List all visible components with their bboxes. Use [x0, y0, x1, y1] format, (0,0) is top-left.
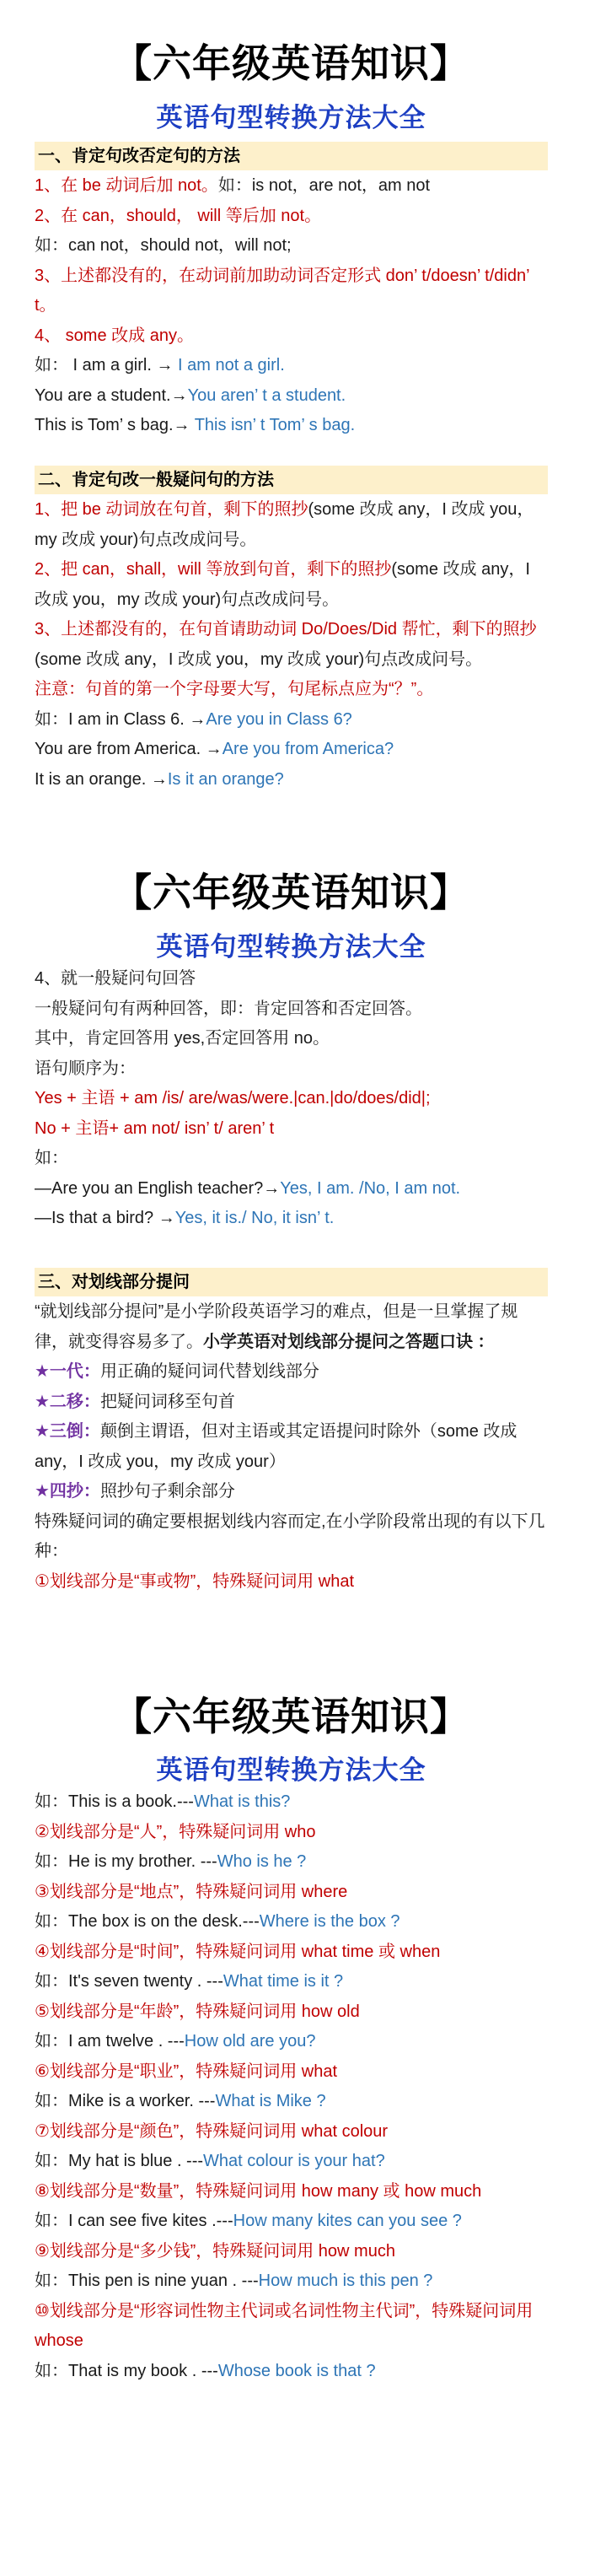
text-segment: Is it an orange?	[167, 769, 284, 789]
text-segment: 如：The box is on the desk.---	[35, 1912, 260, 1931]
text-line	[35, 1114, 548, 1145]
text-line	[35, 1847, 548, 1878]
text-line	[35, 2237, 548, 2267]
text-line	[35, 1907, 548, 1937]
text-segment: It is an orange. →	[35, 769, 168, 789]
text-segment: ⑤划线部分是“年龄”，特殊疑问词用 how old	[35, 2002, 360, 2021]
text-segment: 颠倒主谓语，但对主语或其定语提问时除外（some 改成 any，I 改成 you，my 改成 your）	[35, 1422, 518, 1471]
text-segment: 如：My hat is blue . ---	[35, 2152, 204, 2170]
text-line	[35, 1054, 548, 1085]
text-segment: 用正确的疑问词代替划线部分	[99, 1362, 319, 1381]
text-segment: This isn’ t Tom’ s bag.	[194, 416, 356, 434]
text-segment: Where is the box ?	[259, 1912, 400, 1931]
text-line	[35, 1024, 548, 1054]
text-segment: 3、上述都没有的，在句首请助动词 Do/Does/Did 帮忙，剩下的照抄	[35, 620, 537, 639]
text-line	[35, 1297, 548, 1357]
text-line	[35, 615, 548, 675]
text-line	[35, 171, 548, 202]
text-line	[35, 765, 548, 795]
document-page	[35, 867, 548, 1597]
text-segment: 如：That is my book . ---	[35, 2361, 218, 2380]
text-segment: Are you in Class 6?	[206, 709, 352, 729]
paragraph-list	[35, 171, 548, 441]
text-segment: ②划线部分是“人”，特殊疑问词用 who	[35, 1822, 316, 1841]
text-line	[35, 1997, 548, 2028]
text-segment: (some 改成 any，I 改成 you，my 改成 your)句点改成问号。	[35, 560, 530, 609]
text-segment: 如：can not，should not，will not;	[35, 236, 292, 255]
text-segment: Yes + 主语 + am /is/ are/was/were.|can.|do/does/did|;	[35, 1089, 431, 1107]
text-segment: ★一代：	[35, 1362, 100, 1381]
text-segment: What time is it ?	[223, 1972, 344, 1991]
text-segment: No + 主语+ am not/ isn’ t/ aren’ t	[35, 1118, 275, 1138]
text-line	[35, 1818, 548, 1848]
text-line	[35, 1507, 548, 1567]
text-segment: ⑧划线部分是“数量”，特殊疑问词用 how many 或 how much	[35, 2181, 482, 2201]
document-page	[35, 38, 548, 795]
text-line	[35, 1937, 548, 1968]
text-segment: Who is he ?	[217, 1852, 307, 1871]
section-heading: 一、肯定句改否定句的方法	[35, 142, 548, 170]
content-section	[35, 964, 548, 1234]
text-line	[35, 2057, 548, 2088]
paragraph-list	[35, 964, 548, 1234]
text-segment: You aren’ t a student.	[187, 385, 346, 405]
text-segment: 如：This is a book.---	[35, 1792, 194, 1811]
text-segment: 如：	[35, 1149, 68, 1167]
text-segment: 1、把 be 动词放在句首，剩下的照抄	[35, 500, 308, 519]
text-line	[35, 1388, 548, 1418]
text-line	[35, 675, 548, 705]
text-segment: Yes, I am. /No, I am not.	[280, 1178, 461, 1198]
text-segment: 如：Mike is a worker. ---	[35, 2092, 216, 2110]
text-line	[35, 555, 548, 615]
text-segment: 如：This pen is nine yuan . ---	[35, 2272, 259, 2290]
text-segment: —Is that a bird? →	[35, 1209, 175, 1227]
text-segment: How much is this pen ?	[258, 2272, 433, 2290]
text-segment: ①划线部分是“事或物”，特殊疑问词用 what	[35, 1571, 355, 1591]
text-segment: 2、把 can，shall，will 等放到句首，剩下的照抄	[35, 560, 392, 579]
text-segment: What is Mike ?	[215, 2092, 326, 2110]
paragraph-list	[35, 495, 548, 795]
text-line	[35, 351, 548, 381]
page-subtitle: 英语句型转换方法大全	[156, 932, 426, 962]
section-heading: 三、对划线部分提问	[35, 1268, 548, 1296]
text-segment: 3、上述都没有的，在动词前加助动词否定形式 don’ t/doesn’ t/didn’ t。	[35, 266, 529, 315]
text-segment: (some 改成 any，I 改成 you，my 改成 your)句点改成问号。	[35, 649, 483, 669]
text-segment: 注意：句首的第一个字母要大写，句尾标点应为“？”。	[35, 680, 434, 698]
text-line	[35, 2266, 548, 2297]
text-segment: 小学英语对划线部分提问之答题口诀 ：	[203, 1332, 495, 1351]
text-segment: 一般疑问句有两种回答，即：肯定回答和否定回答。	[35, 999, 422, 1018]
text-segment: Yes, it is./ No, it isn’ t.	[174, 1209, 335, 1227]
text-line	[35, 2087, 548, 2117]
text-segment: 4、就一般疑问句回答	[35, 969, 196, 988]
text-segment: ⑦划线部分是“颜色”，特殊疑问词用 what colour	[35, 2121, 389, 2141]
page-subtitle: 英语句型转换方法大全	[156, 1755, 426, 1786]
text-line	[35, 411, 548, 441]
text-line	[35, 202, 548, 232]
text-line	[35, 1417, 548, 1477]
text-line	[35, 964, 548, 994]
text-line	[35, 381, 548, 412]
text-segment: (some 改成 any，I 改成 you，my 改成 your)句点改成问号。	[35, 500, 534, 549]
text-line	[35, 1144, 548, 1174]
page-subtitle: 英语句型转换方法大全	[156, 103, 426, 133]
text-segment: ⑥划线部分是“职业”，特殊疑问词用 what	[35, 2061, 338, 2081]
text-line	[35, 231, 548, 261]
text-segment: 特殊疑问词的确定要根据划线内容而定,在小学阶段常出现的有以下几种：	[35, 1512, 545, 1560]
text-segment: 1、在 be 动词后加 not。	[35, 176, 218, 195]
text-line	[35, 2297, 548, 2357]
text-segment: This is Tom’ s bag.→	[35, 416, 195, 434]
text-line	[35, 2117, 548, 2148]
text-line	[35, 1967, 548, 1997]
text-segment: How old are you?	[184, 2032, 316, 2051]
text-segment: How many kites can you see ?	[233, 2212, 462, 2230]
text-line	[35, 495, 548, 555]
text-segment: 语句顺序为：	[35, 1059, 136, 1078]
text-segment: Whose book is that ?	[217, 2361, 376, 2380]
text-segment: ⑨划线部分是“多少钱”，特殊疑问词用 how much	[35, 2241, 395, 2261]
text-segment: 如：I am twelve . ---	[35, 2032, 185, 2051]
text-line	[35, 1567, 548, 1598]
content-section	[35, 142, 548, 441]
text-segment: —Are you an English teacher?→	[35, 1178, 281, 1198]
text-segment: 2、在 can，should， will 等后加 not。	[35, 206, 322, 225]
text-line	[35, 1787, 548, 1818]
paragraph-list	[35, 1787, 548, 2386]
text-segment: ★二移：	[35, 1392, 100, 1411]
text-line	[35, 2147, 548, 2177]
text-segment: Are you from America?	[222, 740, 394, 758]
content-section	[35, 466, 548, 795]
text-line	[35, 1174, 548, 1204]
text-segment: ③划线部分是“地点”，特殊疑问词用 where	[35, 1882, 348, 1901]
text-line	[35, 2027, 548, 2057]
text-segment: 4、 some 改成 any。	[35, 326, 194, 345]
content-section	[35, 1268, 548, 1597]
content-section	[35, 1787, 548, 2386]
text-segment: ★四抄：	[35, 1482, 100, 1501]
text-line	[35, 261, 548, 321]
text-segment: 如：It's seven twenty . ---	[35, 1972, 223, 1991]
text-line	[35, 1477, 548, 1507]
text-segment: ④划线部分是“时间”，特殊疑问词用 what time 或 when	[35, 1942, 441, 1961]
text-segment: 如： I am a girl. →	[35, 356, 179, 375]
text-segment: 如：I can see five kites .---	[35, 2212, 233, 2230]
text-segment: 把疑问词移至句首	[99, 1392, 235, 1411]
paragraph-list	[35, 1297, 548, 1597]
text-line	[35, 2207, 548, 2237]
text-line	[35, 994, 548, 1025]
text-line	[35, 705, 548, 736]
text-segment: I am not a girl.	[178, 356, 285, 375]
page-title: 【六年级英语知识】	[113, 870, 469, 915]
page-title: 【六年级英语知识】	[113, 1694, 469, 1739]
text-segment: “就划线部分提问”是小学阶段英语学习的难点，但是一旦掌握了规律，就变得容易多了。	[35, 1302, 518, 1351]
text-line	[35, 1084, 548, 1114]
text-line	[35, 1357, 548, 1388]
text-segment: 其中，肯定回答用 yes,否定回答用 no。	[35, 1029, 330, 1048]
page-title: 【六年级英语知识】	[113, 40, 469, 86]
text-segment: What colour is your hat?	[203, 2152, 385, 2170]
text-line	[35, 735, 548, 765]
section-heading: 二、肯定句改一般疑问句的方法	[35, 466, 548, 494]
text-line	[35, 1878, 548, 1908]
text-line	[35, 2357, 548, 2387]
text-segment: ★三倒：	[35, 1422, 100, 1441]
document-page	[35, 1691, 548, 2386]
text-segment: You are from America. →	[35, 740, 223, 758]
text-segment: What is this?	[193, 1792, 291, 1811]
text-segment: 如：is not，are not，am not	[217, 176, 431, 195]
text-line	[35, 321, 548, 352]
text-segment: 如：He is my brother. ---	[35, 1852, 217, 1871]
text-segment: 如：I am in Class 6. →	[35, 709, 206, 729]
text-segment: You are a student.→	[35, 385, 188, 405]
text-segment: ⑩划线部分是“形容词性物主代词或名词性物主代词”，特殊疑问词用 whose	[35, 2301, 534, 2350]
text-segment: 照抄句子剩余部分	[99, 1482, 235, 1501]
text-line	[35, 1204, 548, 1234]
text-line	[35, 2177, 548, 2207]
